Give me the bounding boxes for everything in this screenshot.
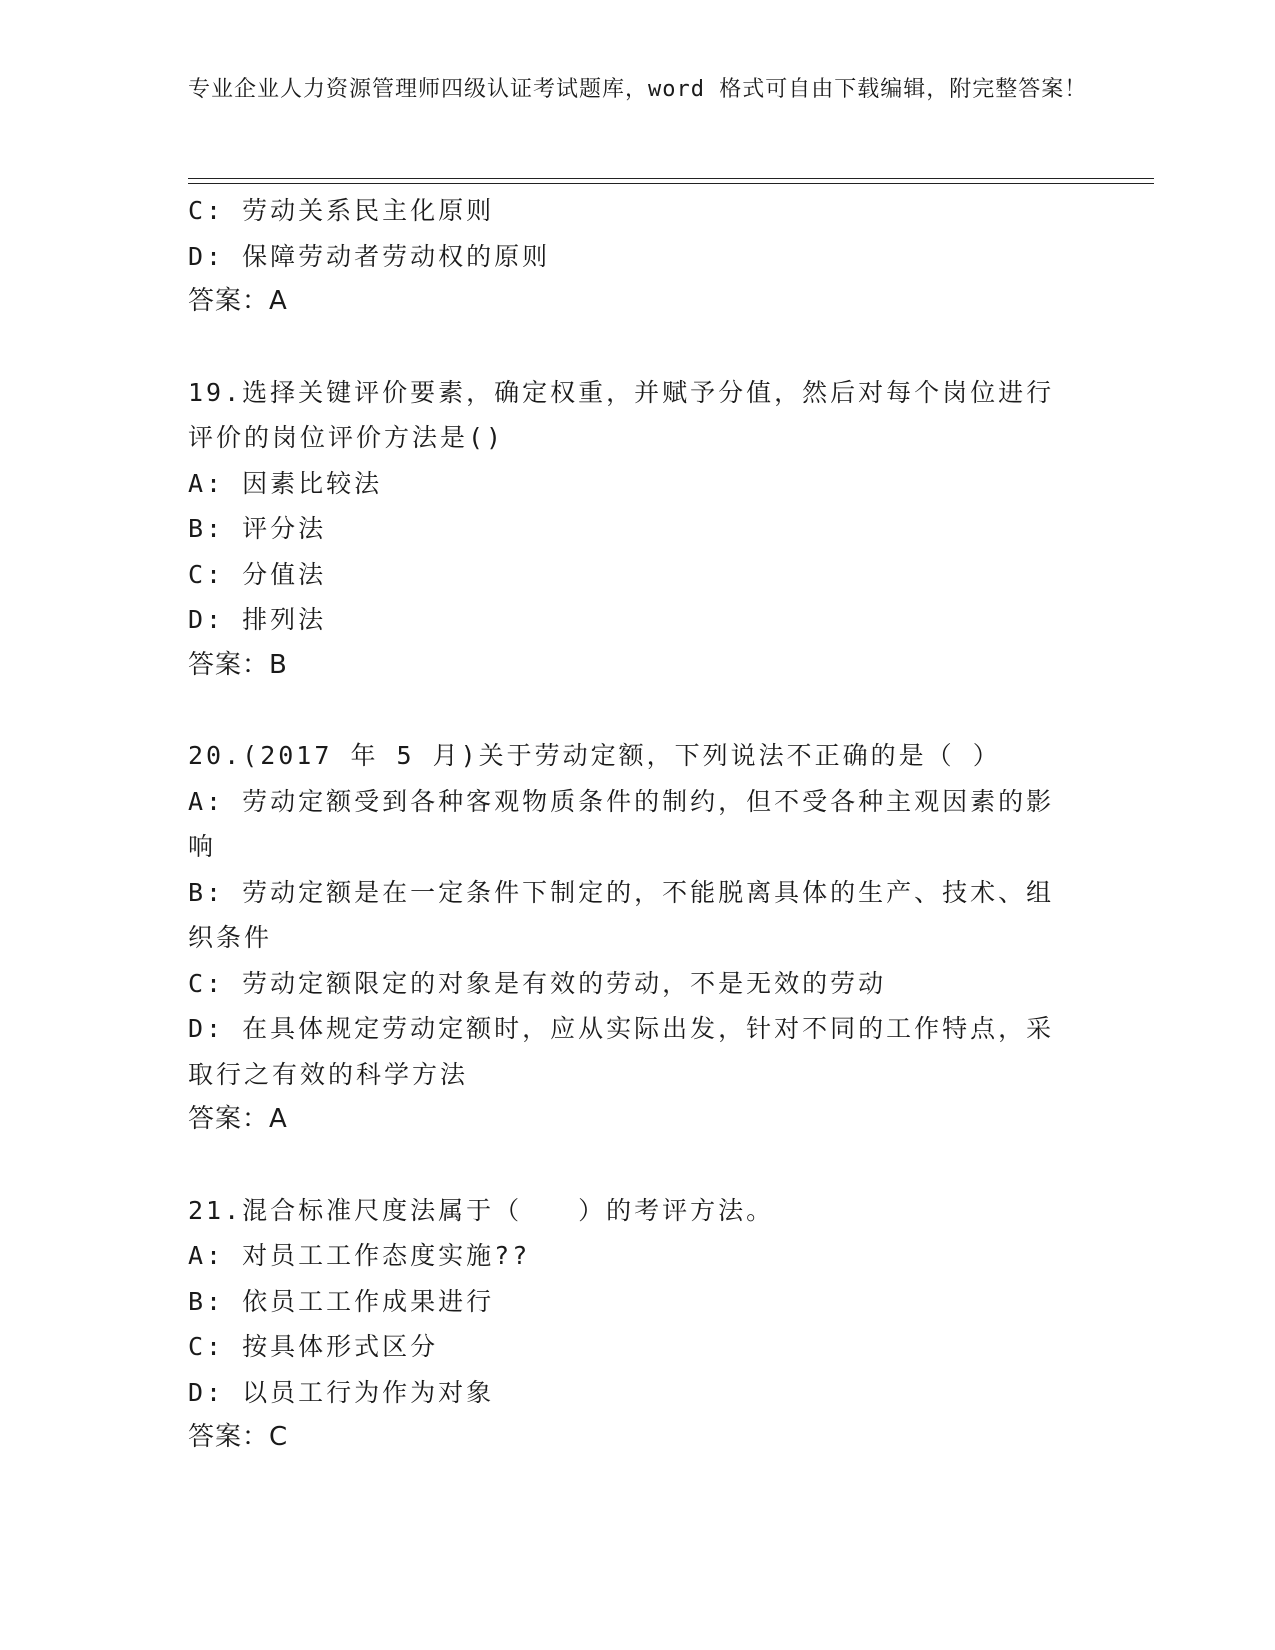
option-line: A: 对员工工作态度实施??	[188, 1241, 531, 1270]
answer-line: 答案：A	[188, 286, 288, 316]
question-stem: 21.混合标准尺度法属于（ ）的考评方法。	[188, 1195, 775, 1225]
question-stem: 20.(2017 年 5 月)关于劳动定额，下列说法不正确的是（ ）	[188, 741, 1001, 770]
option-line: C: 分值法	[188, 559, 327, 589]
option-line-continued: 取行之有效的科学方法	[188, 1059, 469, 1089]
spacer	[188, 325, 1078, 370]
option-line: C: 按具体形式区分	[188, 1332, 439, 1361]
option-line: C: 劳动关系民主化原则	[188, 196, 495, 225]
document-header	[188, 74, 1088, 106]
header-text: 专业企业人力资源管理师四级认证考试题库，word 格式可自由下载编辑，附完整答案！	[188, 77, 1088, 102]
question-20-block	[188, 733, 1078, 1143]
prev-question-block	[188, 188, 1078, 325]
option-line: D: 在具体规定劳动定额时，应从实际出发，针对不同的工作特点，采	[188, 1014, 1055, 1043]
question-21-block	[188, 1188, 1078, 1461]
option-line-continued: 织条件	[188, 923, 273, 952]
spacer	[188, 1143, 1078, 1188]
header-rule-top	[188, 178, 1154, 179]
option-line: D: 以员工行为作为对象	[188, 1377, 495, 1407]
answer-line: 答案：C	[188, 1422, 289, 1452]
question-stem: 评价的岗位评价方法是()	[188, 423, 505, 452]
answer-line: 答案：A	[188, 1104, 288, 1134]
option-line: B: 劳动定额是在一定条件下制定的，不能脱离具体的生产、技术、组	[188, 877, 1055, 907]
option-line: B: 依员工工作成果进行	[188, 1286, 495, 1316]
question-19-block	[188, 370, 1078, 689]
option-line: A: 因素比较法	[188, 468, 383, 498]
option-line: B: 评分法	[188, 514, 327, 543]
option-line: A: 劳动定额受到各种客观物质条件的制约，但不受各种主观因素的影	[188, 786, 1055, 816]
option-line: C: 劳动定额限定的对象是有效的劳动，不是无效的劳动	[188, 968, 887, 998]
question-stem: 19.选择关键评价要素，确定权重，并赋予分值，然后对每个岗位进行	[188, 377, 1055, 407]
option-line: D: 保障劳动者劳动权的原则	[188, 241, 551, 271]
question-content	[188, 188, 1078, 1461]
option-line: D: 排列法	[188, 605, 327, 634]
answer-line: 答案：B	[188, 649, 288, 680]
option-line-continued: 响	[188, 832, 217, 861]
spacer	[188, 688, 1078, 733]
header-rule-bottom	[188, 183, 1154, 184]
